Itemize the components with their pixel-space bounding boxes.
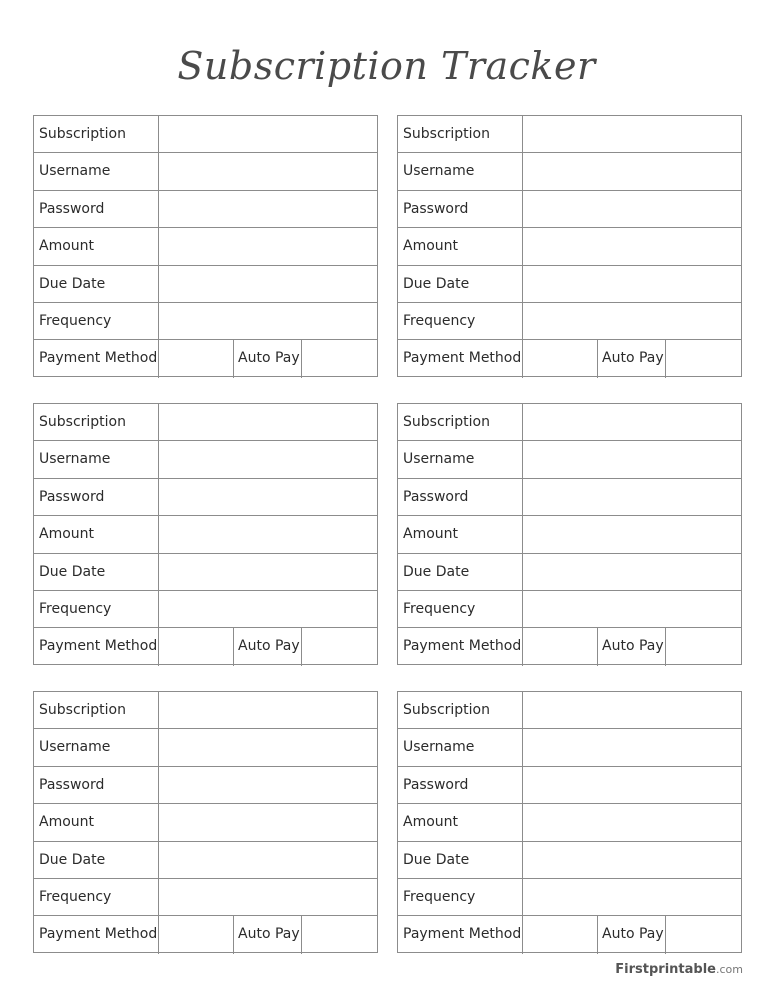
field-row	[398, 116, 741, 153]
field-value-box[interactable]	[159, 479, 377, 515]
field-value-box[interactable]	[523, 479, 741, 515]
field-label: Amount	[34, 804, 159, 840]
payment-method-label: Payment Method	[398, 340, 523, 377]
field-row	[398, 804, 741, 841]
field-value-box[interactable]	[523, 303, 741, 339]
field-value-box[interactable]	[159, 554, 377, 590]
payment-method-box[interactable]	[159, 916, 234, 953]
field-value-box[interactable]	[159, 842, 377, 878]
subscription-card	[397, 403, 742, 665]
field-label: Subscription	[34, 692, 159, 728]
field-label: Frequency	[34, 303, 159, 339]
field-row	[34, 554, 377, 591]
payment-row	[398, 340, 741, 377]
payment-method-box[interactable]	[159, 340, 234, 377]
payment-row	[398, 628, 741, 665]
auto-pay-box[interactable]	[666, 628, 741, 665]
field-row	[34, 191, 377, 228]
field-row	[34, 729, 377, 766]
field-row	[398, 591, 741, 628]
field-row	[398, 266, 741, 303]
field-row	[34, 879, 377, 916]
field-value-box[interactable]	[523, 404, 741, 440]
field-label: Username	[34, 441, 159, 477]
auto-pay-label: Auto Pay	[598, 628, 666, 665]
field-value-box[interactable]	[523, 516, 741, 552]
field-row	[398, 441, 741, 478]
field-value-box[interactable]	[523, 842, 741, 878]
payment-method-label: Payment Method	[398, 628, 523, 665]
field-label: Username	[398, 729, 523, 765]
field-value-box[interactable]	[523, 554, 741, 590]
auto-pay-label: Auto Pay	[234, 916, 302, 953]
field-label: Frequency	[398, 879, 523, 915]
field-row	[34, 153, 377, 190]
field-label: Subscription	[398, 404, 523, 440]
field-label: Amount	[34, 228, 159, 264]
field-value-box[interactable]	[523, 729, 741, 765]
field-label: Subscription	[398, 692, 523, 728]
payment-method-box[interactable]	[523, 340, 598, 377]
auto-pay-label: Auto Pay	[598, 916, 666, 953]
payment-method-box[interactable]	[523, 916, 598, 953]
subscription-card	[33, 403, 378, 665]
field-label: Username	[398, 153, 523, 189]
field-row	[398, 479, 741, 516]
field-label: Amount	[398, 228, 523, 264]
auto-pay-box[interactable]	[666, 340, 741, 377]
field-label: Username	[34, 729, 159, 765]
field-label: Subscription	[34, 404, 159, 440]
footer-brand	[615, 962, 743, 977]
payment-row	[34, 628, 377, 665]
payment-method-label: Payment Method	[34, 340, 159, 377]
field-label: Username	[34, 153, 159, 189]
payment-method-box[interactable]	[159, 628, 234, 665]
field-label: Frequency	[398, 591, 523, 627]
field-label: Due Date	[34, 266, 159, 302]
field-row	[34, 804, 377, 841]
field-value-box[interactable]	[159, 767, 377, 803]
field-label: Password	[34, 191, 159, 227]
field-value-box[interactable]	[159, 804, 377, 840]
field-value-box[interactable]	[159, 591, 377, 627]
field-label: Amount	[34, 516, 159, 552]
field-label: Password	[398, 191, 523, 227]
payment-method-label: Payment Method	[398, 916, 523, 953]
page-title: Subscription Tracker	[177, 44, 596, 88]
payment-row	[398, 916, 741, 953]
field-row	[34, 116, 377, 153]
field-label: Subscription	[398, 116, 523, 152]
field-label: Username	[398, 441, 523, 477]
field-label: Due Date	[398, 554, 523, 590]
field-value-box[interactable]	[159, 116, 377, 152]
field-value-box[interactable]	[523, 116, 741, 152]
field-value-box[interactable]	[159, 516, 377, 552]
payment-method-label: Payment Method	[34, 628, 159, 665]
field-row	[34, 266, 377, 303]
field-label: Password	[398, 479, 523, 515]
field-value-box[interactable]	[523, 441, 741, 477]
field-label: Due Date	[398, 842, 523, 878]
field-label: Password	[398, 767, 523, 803]
field-value-box[interactable]	[159, 692, 377, 728]
field-row	[398, 303, 741, 340]
field-row	[34, 479, 377, 516]
field-row	[34, 404, 377, 441]
field-value-box[interactable]	[523, 191, 741, 227]
field-value-box[interactable]	[523, 591, 741, 627]
subscription-card	[397, 691, 742, 953]
field-row	[34, 441, 377, 478]
field-value-box[interactable]	[159, 228, 377, 264]
field-row	[398, 191, 741, 228]
field-label: Amount	[398, 516, 523, 552]
field-value-box[interactable]	[523, 879, 741, 915]
field-label: Due Date	[398, 266, 523, 302]
field-row	[34, 591, 377, 628]
field-label: Amount	[398, 804, 523, 840]
field-row	[34, 516, 377, 553]
field-value-box[interactable]	[523, 153, 741, 189]
field-row	[398, 228, 741, 265]
field-value-box[interactable]	[523, 266, 741, 302]
subscription-card	[397, 115, 742, 377]
auto-pay-label: Auto Pay	[234, 628, 302, 665]
field-row	[398, 767, 741, 804]
auto-pay-box[interactable]	[666, 916, 741, 953]
auto-pay-label: Auto Pay	[234, 340, 302, 377]
footer-domain: .com	[716, 963, 743, 976]
field-row	[398, 404, 741, 441]
auto-pay-label: Auto Pay	[598, 340, 666, 377]
field-row	[398, 729, 741, 766]
field-value-box[interactable]	[159, 879, 377, 915]
field-value-box[interactable]	[159, 729, 377, 765]
field-value-box[interactable]	[523, 767, 741, 803]
payment-row	[34, 916, 377, 953]
field-row	[398, 692, 741, 729]
field-row	[34, 767, 377, 804]
field-row	[34, 303, 377, 340]
field-value-box[interactable]	[523, 804, 741, 840]
field-value-box[interactable]	[159, 441, 377, 477]
field-value-box[interactable]	[523, 692, 741, 728]
field-row	[398, 879, 741, 916]
field-value-box[interactable]	[159, 404, 377, 440]
payment-method-box[interactable]	[523, 628, 598, 665]
field-row	[34, 692, 377, 729]
field-value-box[interactable]	[159, 266, 377, 302]
field-row	[398, 842, 741, 879]
auto-pay-box[interactable]	[302, 628, 377, 665]
field-row	[34, 842, 377, 879]
payment-row	[34, 340, 377, 377]
field-label: Subscription	[34, 116, 159, 152]
field-label: Password	[34, 767, 159, 803]
field-label: Frequency	[34, 879, 159, 915]
field-row	[398, 554, 741, 591]
field-label: Due Date	[34, 842, 159, 878]
field-label: Password	[34, 479, 159, 515]
field-value-box[interactable]	[159, 153, 377, 189]
auto-pay-box[interactable]	[302, 916, 377, 953]
auto-pay-box[interactable]	[302, 340, 377, 377]
payment-method-label: Payment Method	[34, 916, 159, 953]
subscription-card	[33, 115, 378, 377]
field-value-box[interactable]	[523, 228, 741, 264]
subscription-card	[33, 691, 378, 953]
field-label: Due Date	[34, 554, 159, 590]
field-row	[34, 228, 377, 265]
field-value-box[interactable]	[159, 303, 377, 339]
field-row	[398, 516, 741, 553]
field-row	[398, 153, 741, 190]
field-label: Frequency	[398, 303, 523, 339]
footer-brand-name: Firstprintable	[615, 962, 716, 977]
field-value-box[interactable]	[159, 191, 377, 227]
field-label: Frequency	[34, 591, 159, 627]
